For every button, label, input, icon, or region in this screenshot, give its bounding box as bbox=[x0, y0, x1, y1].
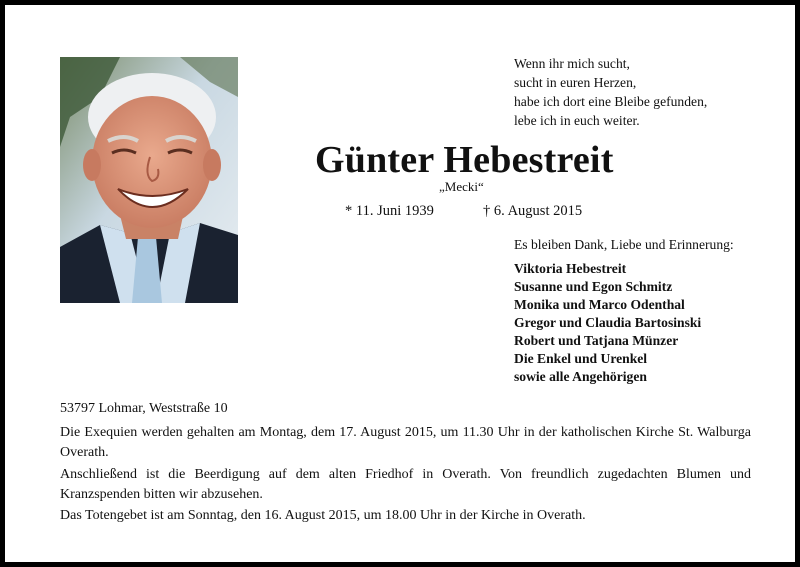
mourner-name: Susanne und Egon Schmitz bbox=[514, 279, 673, 294]
poem-line: lebe ich in euch weiter. bbox=[514, 113, 640, 128]
mourner-name: Die Enkel und Urenkel bbox=[514, 351, 648, 366]
poem bbox=[514, 54, 707, 130]
address: 53797 Lohmar, Weststraße 10 bbox=[60, 401, 228, 416]
mourners-list bbox=[514, 260, 701, 386]
poem-line: Wenn ihr mich sucht, bbox=[514, 56, 630, 71]
poem-line: habe ich dort eine Bleibe gefunden, bbox=[514, 94, 708, 109]
mourner-name: Robert und Tatjana Münzer bbox=[514, 333, 679, 348]
mourner-name: Monika und Marco Odenthal bbox=[514, 297, 685, 312]
birth-date: * 11. Juni 1939 bbox=[345, 203, 434, 219]
poem-line: sucht in euren Herzen, bbox=[514, 75, 637, 90]
mourner-name: Viktoria Hebestreit bbox=[514, 261, 627, 276]
deceased-nickname: „Mecki“ bbox=[439, 179, 484, 194]
portrait-illustration bbox=[60, 57, 238, 303]
thanks-line: Es bleiben Dank, Liebe und Erinnerung: bbox=[514, 237, 734, 252]
death-date: † 6. August 2015 bbox=[483, 203, 583, 219]
prayer-paragraph: Das Totengebet ist am Sonntag, den 16. August 2015, um 18.00 Uhr in der Kirche in Overath. bbox=[60, 508, 586, 523]
burial-paragraph: Anschließend ist die Beerdigung auf dem alten Friedhof in Overath. Von freundlich zugedachten Blumen und Kranzspenden bitten wir abzusehen. bbox=[60, 467, 751, 502]
funeral-mass-paragraph: Die Exequien werden gehalten am Montag, dem 17. August 2015, um 11.30 Uhr in der katholischen Kirche St. Walburga Overath. bbox=[60, 425, 751, 460]
mourner-name: Gregor und Claudia Bartosinski bbox=[514, 315, 702, 330]
mourner-name: sowie alle Angehörigen bbox=[514, 369, 647, 384]
deceased-name: Günter Hebestreit bbox=[315, 139, 614, 181]
portrait-photo bbox=[60, 57, 238, 303]
